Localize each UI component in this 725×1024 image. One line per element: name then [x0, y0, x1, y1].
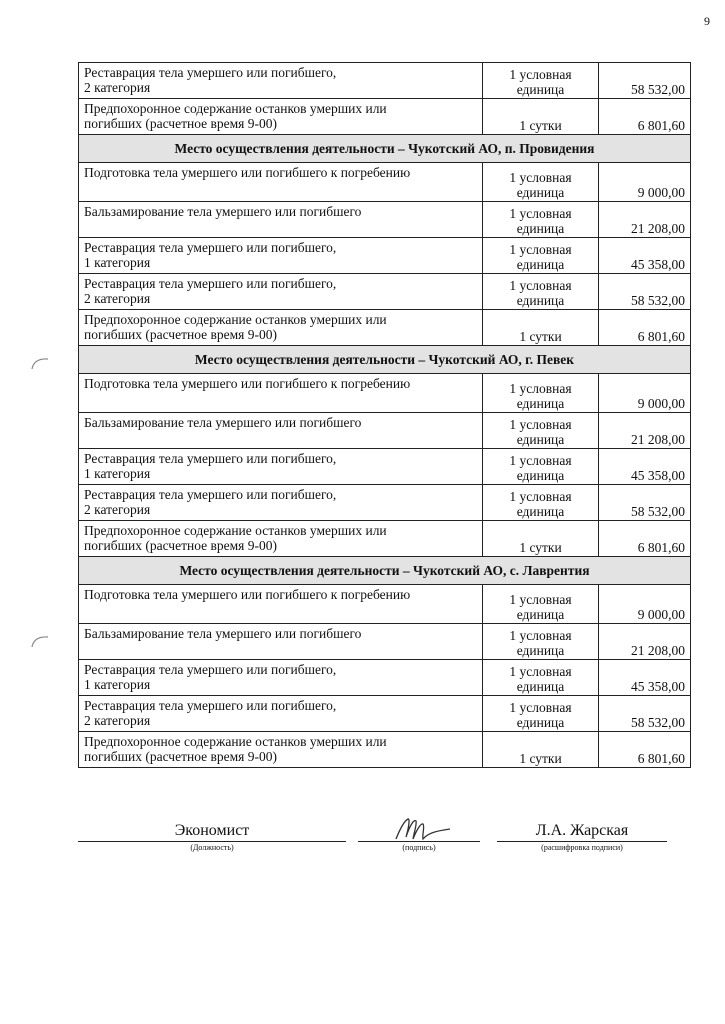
table-row [79, 624, 691, 660]
sign-caption: (подпись) [402, 843, 436, 852]
unit-cell [483, 310, 599, 346]
price-table [78, 62, 691, 768]
service-name-line: 2 категория [84, 713, 151, 728]
table-row [79, 585, 691, 624]
table-row [79, 732, 691, 768]
service-name-line: Бальзамирование тела умершего или погибшего [84, 204, 362, 219]
position-block [78, 821, 346, 853]
service-cell [79, 624, 483, 660]
price-cell: 21 208,00 [599, 202, 691, 238]
section-title: Место осуществления деятельности – Чукотский АО, с. Лаврентия [79, 557, 691, 585]
service-cell [79, 449, 483, 485]
section-title: Место осуществления деятельности – Чукотский АО, п. Провидения [79, 135, 691, 163]
table-row [79, 163, 691, 202]
unit-cell [483, 413, 599, 449]
service-name-line: Реставрация тела умершего или погибшего, [84, 662, 337, 677]
service-cell [79, 696, 483, 732]
unit-line: единица [516, 504, 565, 519]
price-cell: 21 208,00 [599, 413, 691, 449]
section-header-row [79, 557, 691, 585]
position-title: Экономист [174, 822, 250, 839]
service-name-line: Бальзамирование тела умершего или погибшего [84, 626, 362, 641]
service-name-line: Подготовка тела умершего или погибшего к погребению [84, 376, 411, 391]
service-name-line: погибших (расчетное время 9-00) [84, 327, 277, 342]
price-cell: 58 532,00 [599, 696, 691, 732]
service-cell [79, 485, 483, 521]
price-cell: 45 358,00 [599, 449, 691, 485]
service-cell [79, 274, 483, 310]
unit-cell [483, 238, 599, 274]
unit-line: единица [516, 468, 565, 483]
unit-cell [483, 521, 599, 557]
signature-area [0, 815, 725, 875]
unit-line: 1 условная [509, 628, 572, 643]
unit-line: единица [516, 679, 565, 694]
price-cell: 6 801,60 [599, 521, 691, 557]
service-name-line: 2 категория [84, 291, 151, 306]
service-name-line: Бальзамирование тела умершего или погибшего [84, 415, 362, 430]
price-cell: 45 358,00 [599, 660, 691, 696]
service-cell [79, 521, 483, 557]
unit-line: 1 сутки [519, 751, 562, 766]
price-cell: 9 000,00 [599, 374, 691, 413]
service-cell [79, 202, 483, 238]
table-row [79, 63, 691, 99]
service-cell [79, 63, 483, 99]
service-name-line: Реставрация тела умершего или погибшего, [84, 240, 337, 255]
price-cell: 6 801,60 [599, 99, 691, 135]
name-line [497, 841, 667, 842]
unit-cell [483, 202, 599, 238]
position-caption: (Должность) [190, 843, 234, 852]
service-name-line: Реставрация тела умершего или погибшего, [84, 276, 337, 291]
service-name-line: 1 категория [84, 466, 151, 481]
service-name-line: 2 категория [84, 502, 151, 517]
service-cell [79, 163, 483, 202]
handwritten-signature [390, 815, 462, 843]
price-cell: 6 801,60 [599, 310, 691, 346]
unit-cell [483, 63, 599, 99]
punch-hole-mark [30, 356, 50, 370]
table-row [79, 449, 691, 485]
price-cell: 58 532,00 [599, 485, 691, 521]
service-cell [79, 732, 483, 768]
price-cell: 58 532,00 [599, 274, 691, 310]
unit-line: единица [516, 185, 565, 200]
unit-line: 1 условная [509, 242, 572, 257]
service-name-line: 1 категория [84, 677, 151, 692]
price-cell: 45 358,00 [599, 238, 691, 274]
unit-line: 1 условная [509, 170, 572, 185]
service-cell [79, 585, 483, 624]
name-block [497, 821, 667, 853]
service-name-line: погибших (расчетное время 9-00) [84, 538, 277, 553]
unit-line: 1 сутки [519, 329, 562, 344]
unit-line: 1 условная [509, 206, 572, 221]
service-name-line: Предпохоронное содержание останков умерших или [84, 101, 387, 116]
table-row [79, 374, 691, 413]
table-row [79, 202, 691, 238]
unit-line: единица [516, 82, 565, 97]
unit-cell [483, 660, 599, 696]
unit-line: единица [516, 396, 565, 411]
unit-cell [483, 163, 599, 202]
service-cell [79, 99, 483, 135]
unit-line: 1 условная [509, 700, 572, 715]
unit-line: единица [516, 643, 565, 658]
unit-line: единица [516, 221, 565, 236]
unit-line: 1 условная [509, 453, 572, 468]
unit-line: единица [516, 293, 565, 308]
service-name-line: Реставрация тела умершего или погибшего, [84, 698, 337, 713]
unit-cell [483, 585, 599, 624]
service-name-line: Реставрация тела умершего или погибшего, [84, 487, 337, 502]
table-row [79, 521, 691, 557]
service-name-line: Предпохоронное содержание останков умерших или [84, 312, 387, 327]
unit-cell [483, 732, 599, 768]
page-number: 9 [704, 14, 710, 28]
unit-line: единица [516, 432, 565, 447]
section-header-row [79, 346, 691, 374]
service-cell [79, 413, 483, 449]
service-name-line: Подготовка тела умершего или погибшего к погребению [84, 587, 411, 602]
price-cell: 58 532,00 [599, 63, 691, 99]
service-cell [79, 238, 483, 274]
unit-line: 1 условная [509, 278, 572, 293]
name-caption: (расшифровка подписи) [541, 843, 623, 852]
table-row [79, 696, 691, 732]
unit-cell [483, 99, 599, 135]
unit-line: 1 условная [509, 381, 572, 396]
table-row [79, 238, 691, 274]
unit-line: единица [516, 607, 565, 622]
service-name-line: Предпохоронное содержание останков умерших или [84, 734, 387, 749]
table-row [79, 660, 691, 696]
unit-cell [483, 624, 599, 660]
service-name-line: Предпохоронное содержание останков умерших или [84, 523, 387, 538]
unit-cell [483, 274, 599, 310]
unit-line: 1 условная [509, 664, 572, 679]
unit-cell [483, 449, 599, 485]
price-cell: 9 000,00 [599, 585, 691, 624]
service-cell [79, 374, 483, 413]
service-name-line: Реставрация тела умершего или погибшего, [84, 451, 337, 466]
service-name-line: 1 категория [84, 255, 151, 270]
price-cell: 9 000,00 [599, 163, 691, 202]
price-cell: 6 801,60 [599, 732, 691, 768]
section-title: Место осуществления деятельности – Чукотский АО, г. Певек [79, 346, 691, 374]
unit-cell [483, 374, 599, 413]
table-row [79, 413, 691, 449]
punch-hole-mark [30, 634, 50, 648]
service-cell [79, 310, 483, 346]
unit-line: 1 условная [509, 67, 572, 82]
service-name-line: погибших (расчетное время 9-00) [84, 116, 277, 131]
section-header-row [79, 135, 691, 163]
service-cell [79, 660, 483, 696]
unit-cell [483, 696, 599, 732]
service-name-line: 2 категория [84, 80, 151, 95]
unit-line: 1 сутки [519, 118, 562, 133]
unit-line: 1 условная [509, 489, 572, 504]
unit-line: 1 сутки [519, 540, 562, 555]
table-row [79, 310, 691, 346]
table-row [79, 274, 691, 310]
price-cell: 21 208,00 [599, 624, 691, 660]
unit-cell [483, 485, 599, 521]
service-name-line: Подготовка тела умершего или погибшего к погребению [84, 165, 411, 180]
position-line [78, 841, 346, 842]
table-row [79, 99, 691, 135]
service-name-line: погибших (расчетное время 9-00) [84, 749, 277, 764]
unit-line: 1 условная [509, 417, 572, 432]
unit-line: единица [516, 257, 565, 272]
signer-name: Л.А. Жарская [535, 822, 629, 839]
unit-line: единица [516, 715, 565, 730]
unit-line: 1 условная [509, 592, 572, 607]
service-name-line: Реставрация тела умершего или погибшего, [84, 65, 337, 80]
table-row [79, 485, 691, 521]
